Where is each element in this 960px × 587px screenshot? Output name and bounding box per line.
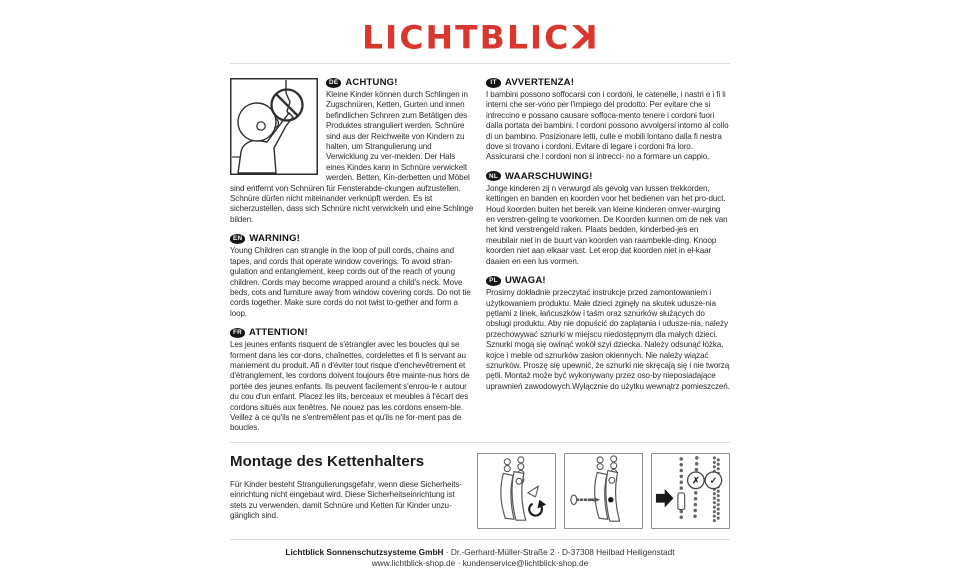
warning-section-pl [486,275,730,392]
footer [230,540,730,569]
lichtblick-logo [362,19,598,57]
montage-step-illustrations [477,453,730,529]
montage-step-1-clip-rotate-illustration [477,453,556,529]
warning-text-nl: Jonge kinderen zij n verwurgd als gevolg van lussen trekkorden, kettingen en banden en koorden voor het bedienen van het pro-duct. Houd koorden buiten het bereik van kleine kinderen omver-wurging en verstren-geling te voorkomen. De Koorden kunnen om de nek van het kind verstrengeld raken. Plaats bedden, kinderbed-jes en meubilair niet in de buurt van koorden van raambekle-ding. Knoop koorden niet aan elkaar vast. Let erop dat koorden niet in el-kaar daaien en een lus vormen. [486,183,728,266]
footer-contact-line: www.lichtblick-shop.de · kundenservice@lichtblick-shop.de [371,557,589,568]
logo-mirrored-k: K [570,18,598,57]
check-icon: ✓ [709,475,718,486]
footer-address: · Dr.-Gerhard-Müller-Straße 2 · D-37308 Heilbad Heiligenstadt [445,546,675,557]
warning-section-en [230,233,474,319]
footer-wrap [230,539,730,569]
logo-row [230,18,730,57]
warning-columns [230,64,730,442]
instruction-sheet [230,0,730,569]
child-cord-strangulation-warning-icon [230,78,318,175]
warning-text-pl: Prosimy dokładnie przeczytać instrukcje przed zamontowaniem i użytkowaniem produktu. Małe dzieci zginęły na skutek udusze-nia pętlami z linek, łańcuszków i taśm oraz sznurków służących do obsługi produktu. Aby nie dopuścić do zaplątania i udusze-nia, należy przechowywać sznurki w miejscu niedostępnym dla małych dzieci. Sznurki mogą się owinąć wokół szyi dziecka. Należy odsunąć łóżka, kojce i meble od sznurków zasłon okiennych. Nie należy wiązać sznurków. Proszę się upewnić, że sznurki nie skręcają się i nie tworzą pętli. Montaż może być wykonywany przez oso-by nieposiadające uprawnień zawodowych.Wyłącznie do użytku wewnątrz pomieszczeń. [486,288,730,391]
warning-heading-de [326,77,474,88]
warning-heading-nl [486,171,730,182]
warning-text-fr: Les jeunes enfants risquent de s'étrangler avec les boucles qui se forment dans les cor-dons, chaînettes, cordelettes et fi ls servant au maniement du produit. Afi n d'éviter tout risque d'enchevêtrement et d'étranglement, les cordons doivent toujours être mainte-nus hors de portée des jeunes enfants. Ils peuvent facilement s'enrou-le r autour du cou d'un enfant. Placez les lits, berceaux et meubles à l'écart des cordons situés aux fenêtres. Ne nouez pas les cordons ensem-ble. Veillez à ce qu'ils ne s'entremêlent pas et qu'ils ne for-ment pas de boucles. [230,340,470,433]
warning-heading-fr [230,327,474,338]
warning-section-de [230,77,474,225]
montage-step-3-chain-check-illustration [651,453,730,529]
language-badge-fr: FR [230,328,245,338]
montage-section [230,443,730,529]
warning-section-it [486,77,730,163]
montage-text-block [230,451,463,529]
warning-text-de: Kleine Kinder können durch Schlingen in Zugschnüren, Ketten, Gurten und innen befindlichen Schnren zum Betätigen des Produktes stranguliert werden. Schnüre sind aus der Reichweite von Kindern zu halten, um Strangulierung und Verwicklung zu ver-meiden. Der Hals eines Kindes kann in Schnüre verwickelt werden. Betten, Kin-derbetten und Möbel sind entfernt von Schnüren für Fensterabde-ckungen aufzustellen. Schnüre dürfen nicht miteinander verknüpft werden. Es ist sicherzustellen, dass sich Schnüre nicht verwickeln und eine Schlinge bilden. [230,90,474,224]
logo-text: LICHTBLIC [362,18,571,57]
footer-company-line [230,547,730,558]
warning-title-pl: UWAGA! [505,275,546,287]
warning-title-fr: ATTENTION! [249,327,308,339]
warning-column-left [230,77,474,442]
cross-icon: ✗ [692,475,700,486]
language-badge-pl: PL [486,276,501,286]
montage-text: Für Kinder besteht Strangulierungsgefahr, wenn diese Sicherheits-einrichtung nicht eingebaut wird. Diese Sicherheitseinrichtung ist stets zu verwenden, damit Schnüre und Ketten für Kinder unzu-gänglich sind. [230,479,462,520]
footer-company-name: Lichtblick Sonnenschutzsysteme GmbH [285,546,444,557]
screw-icon [571,495,577,504]
warning-heading-pl [486,275,730,286]
warning-title-it: AVVERTENZA! [505,77,575,88]
warning-title-de: ACHTUNG! [345,77,398,88]
warning-title-nl: WAARSCHUWING! [505,170,593,182]
language-badge-de: DE [326,78,341,88]
warning-text-en: Young Children can strangle in the loop of pull cords, chains and tapes, and cords that operate window coverings. To avoid stran-gulation and entanglement, keep cords out of the reach of young children. Cords may become wrapped around a child's neck. Move beds, cots and furniture away from window covering cords. Do not tie cords together. Make sure cords do not twist to-gether and form a loop. [230,246,471,318]
warning-heading-it [486,77,730,88]
warning-section-nl [486,171,730,267]
warning-column-right [486,77,730,442]
language-badge-nl: NL [486,171,501,181]
warning-text-it: I bambini possono soffocarsi con i cordoni, le catenelle, i nastri e i fi li interni che ser-vono per l'impiego del prodotto. Per evitare che si intreccino e possano causare soffoca-mento tenere i cordoni fuori dalla portata dei bambini. I cordoni possono avvolgersi intorno al collo di un bambino. Posizionare letti, culle e mobili lontano dalla fi nestra dove si trovano i cordoni. Evitare di legare i cordoni fra loro. Assicurarsi che i cordoni non si intrecci- no a formare un cappio. [486,90,729,162]
language-badge-en: EN [230,234,245,244]
warning-section-fr [230,327,474,434]
arrow-right-icon [656,489,674,508]
warning-heading-en [230,233,474,244]
language-badge-it: IT [486,78,501,88]
montage-title: Montage des Kettenhalters [230,452,425,470]
montage-step-2-screw-illustration [564,453,643,529]
warning-title-en: WARNING! [249,233,301,245]
